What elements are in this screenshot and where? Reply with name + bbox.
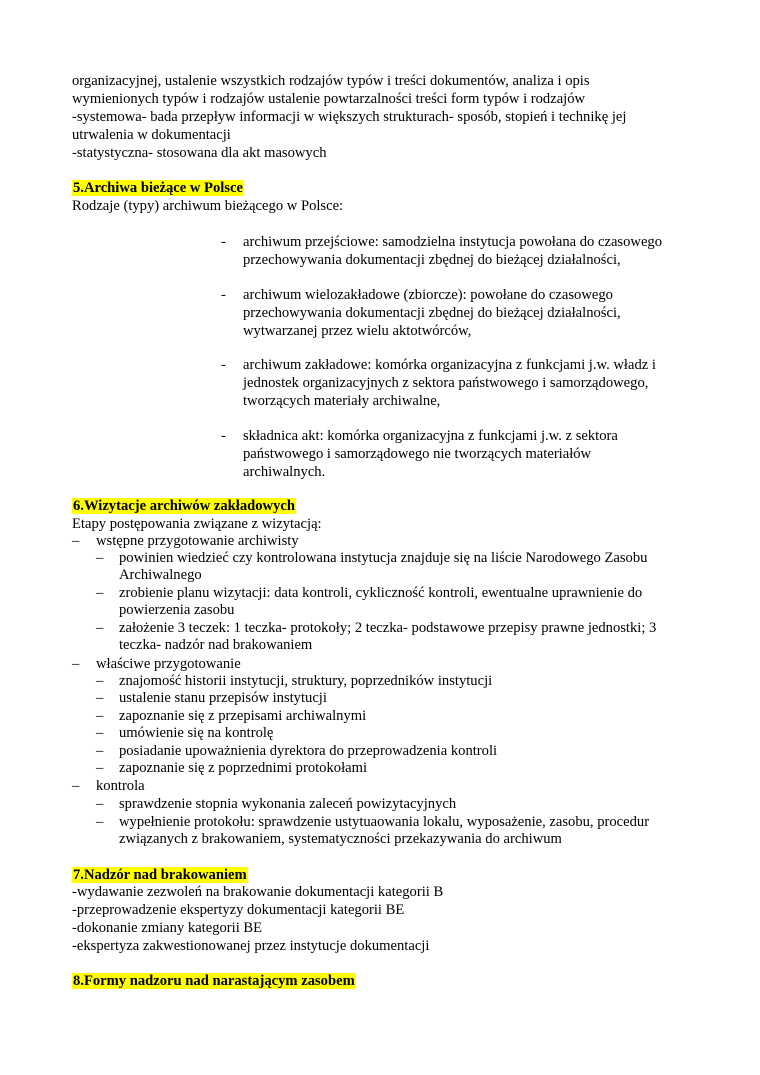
list-item-line: znajomość historii instytucji, struktury, poprzedników instytucji	[119, 673, 493, 689]
section7-heading: 7.Nadzór nad brakowaniem	[73, 867, 247, 883]
list-item-line: teczka- nadzór nad brakowaniem	[119, 637, 313, 653]
group-dash: –	[72, 533, 80, 549]
section7-line: -dokonanie zmiany kategorii BE	[72, 920, 263, 936]
list-item-line: sprawdzenie stopnia wykonania zaleceń powizytacyjnych	[119, 796, 457, 812]
group-label: kontrola	[96, 778, 145, 794]
intro-line: -statystyczna- stosowana dla akt masowych	[72, 145, 327, 161]
item-dash: –	[96, 760, 104, 776]
group-dash: –	[72, 656, 80, 672]
intro-line: organizacyjnej, ustalenie wszystkich rodzajów typów i treści dokumentów, analiza i opis	[72, 73, 590, 89]
intro-line: wymienionych typów i rodzajów ustalenie powtarzalności treści form typów i rodzajów	[72, 91, 586, 107]
group-label: właściwe przygotowanie	[96, 656, 241, 672]
item-dash: –	[96, 690, 104, 706]
bullet-dash: -	[221, 357, 226, 373]
list-item-line: założenie 3 teczek: 1 teczka- protokoły; 2 teczka- podstawowe przepisy prawne jednostki; 3	[119, 620, 657, 636]
section5-heading: 5.Archiwa bieżące w Polsce	[73, 180, 243, 196]
bullet-dash: -	[221, 287, 226, 303]
list-item-line: przechowywania dokumentacji zbędnej do bieżącej działalności,	[243, 252, 621, 268]
item-dash: –	[96, 708, 104, 724]
section5-intro: Rodzaje (typy) archiwum bieżącego w Polsce:	[72, 198, 344, 214]
list-item-line: zapoznanie się z przepisami archiwalnymi	[119, 708, 367, 724]
list-item-line: składnica akt: komórka organizacyjna z funkcjami j.w. z sektora	[243, 428, 618, 444]
item-dash: –	[96, 673, 104, 689]
list-item-line: jednostek organizacyjnych z sektora państwowego i samorządowego,	[243, 375, 649, 391]
item-dash: –	[96, 796, 104, 812]
list-item-line: umówienie się na kontrolę	[119, 725, 274, 741]
list-item-line: związanych z brakowaniem, systematyczności przekazywania do archiwum	[119, 831, 562, 847]
intro-line: -systemowa- bada przepływ informacji w większych strukturach- sposób, stopień i technikę jej	[72, 109, 627, 125]
list-item-line: archiwum zakładowe: komórka organizacyjna z funkcjami j.w. władz i	[243, 357, 656, 373]
item-dash: –	[96, 743, 104, 759]
list-item-line: archiwum przejściowe: samodzielna instytucja powołana do czasowego	[243, 234, 663, 250]
list-item-line: powinien wiedzieć czy kontrolowana instytucja znajduje się na liście Narodowego Zasobu	[119, 550, 648, 566]
section8-heading: 8.Formy nadzoru nad narastającym zasobem	[73, 973, 355, 989]
list-item-line: wytwarzanej przez wielu aktotwórców,	[243, 323, 472, 339]
bullet-dash: -	[221, 428, 226, 444]
group-label: wstępne przygotowanie archiwisty	[96, 533, 299, 549]
list-item-line: wypełnienie protokołu: sprawdzenie ustytuaowania lokalu, wyposażenie, zasobu, procedur	[119, 814, 650, 830]
list-item-line: powierzenia zasobu	[119, 602, 235, 618]
list-item-line: zapoznanie się z poprzednimi protokołami	[119, 760, 368, 776]
list-item-line: państwowego i samorządowego nie tworzących materiałów	[243, 446, 592, 462]
item-dash: –	[96, 814, 104, 830]
list-item-line: archiwum wielozakładowe (zbiorcze): powołane do czasowego	[243, 287, 613, 303]
list-item-line: Archiwalnego	[119, 567, 202, 583]
section6-intro: Etapy postępowania związane z wizytacją:	[72, 516, 322, 532]
section7-line: -przeprowadzenie ekspertyzy dokumentacji kategorii BE	[72, 902, 405, 918]
list-item-line: ustalenie stanu przepisów instytucji	[119, 690, 327, 706]
item-dash: –	[96, 620, 104, 636]
section6-heading: 6.Wizytacje archiwów zakładowych	[73, 498, 295, 514]
list-item-line: posiadanie upoważnienia dyrektora do przeprowadzenia kontroli	[119, 743, 498, 759]
list-item-line: archiwalnych.	[243, 464, 326, 480]
list-item-line: zrobienie planu wizytacji: data kontroli, cykliczność kontroli, ewentualne uprawnienie do	[119, 585, 643, 601]
item-dash: –	[96, 550, 104, 566]
group-dash: –	[72, 778, 80, 794]
item-dash: –	[96, 725, 104, 741]
intro-line: utrwalenia w dokumentacji	[72, 127, 231, 143]
section7-line: -ekspertyza zakwestionowanej przez instytucje dokumentacji	[72, 938, 430, 954]
bullet-dash: -	[221, 234, 226, 250]
item-dash: –	[96, 585, 104, 601]
list-item-line: tworzących materiały archiwalne,	[243, 393, 441, 409]
list-item-line: przechowywania dokumentacji zbędnej do bieżącej działalności,	[243, 305, 621, 321]
section7-line: -wydawanie zezwoleń na brakowanie dokumentacji kategorii B	[72, 884, 444, 900]
